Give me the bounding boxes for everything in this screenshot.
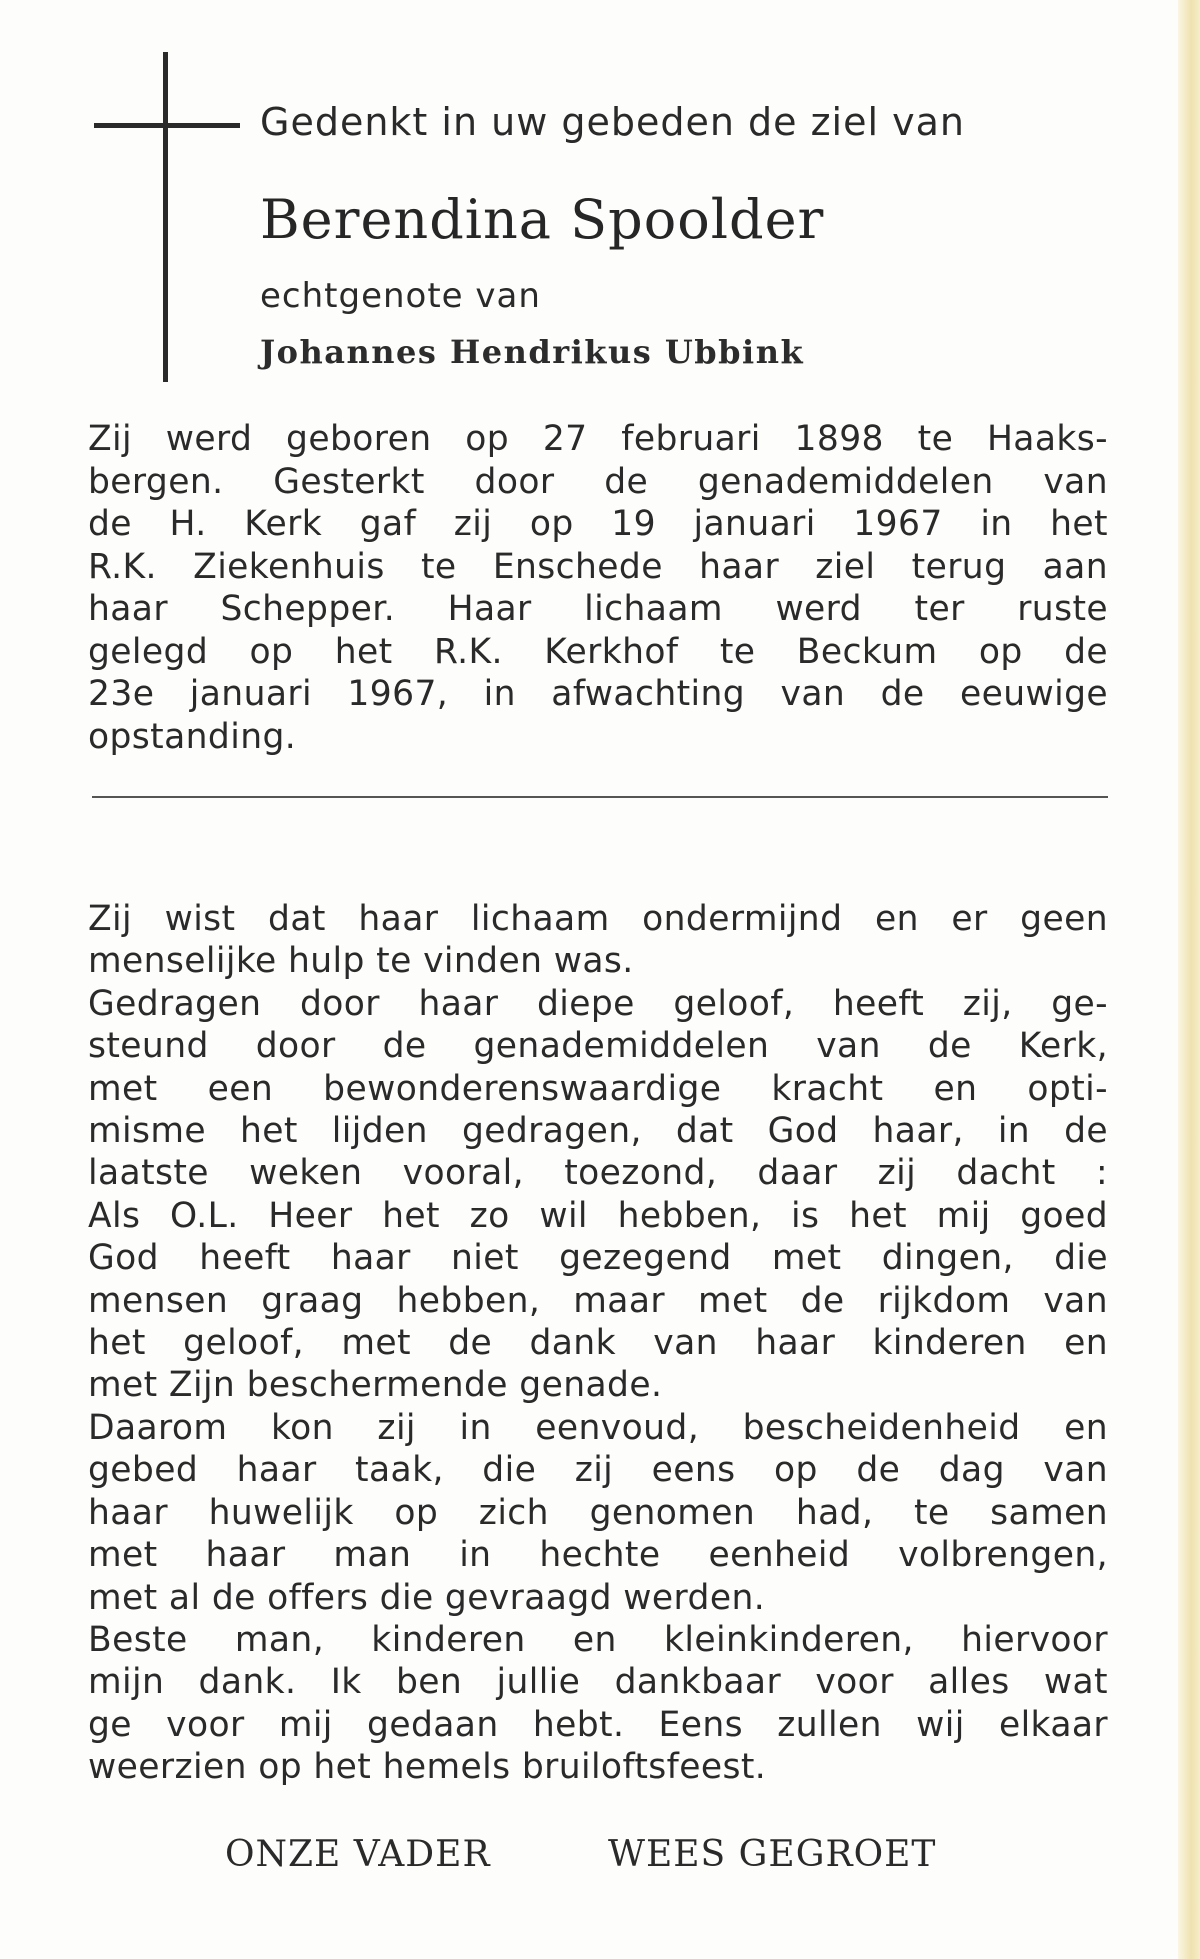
reflection-paragraph (88, 898, 1108, 1789)
deceased-name: Berendina Spoolder (260, 188, 825, 251)
text-line: opstanding. (88, 716, 297, 757)
text-line: mensen graag hebben, maar met de rijkdom van (88, 1280, 1108, 1321)
text-line: haar Schepper. Haar lichaam werd ter ruste (88, 589, 1108, 629)
prayer-hail-mary: WEES GEGROET (608, 1834, 937, 1875)
card-edge (1178, 0, 1200, 1959)
spouse-label: echtgenote van (260, 276, 541, 316)
cross-icon (163, 52, 168, 382)
text-line: met een bewonderenswaardige kracht en opti- (88, 1068, 1108, 1109)
text-line: Daarom kon zij in eenvoud, bescheidenheid en (88, 1407, 1108, 1448)
text-line: de H. Kerk gaf zij op 19 januari 1967 in het (88, 504, 1108, 544)
text-line: weerzien op het hemels bruiloftsfeest. (88, 1747, 767, 1788)
text-line: God heeft haar niet gezegend met dingen, die (88, 1238, 1108, 1279)
text-line: met al de offers die gevraagd werden. (88, 1577, 766, 1618)
text-line: haar huwelijk op zich genomen had, te samen (88, 1492, 1108, 1533)
text-line: met haar man in hechte eenheid volbrengen, (88, 1535, 1108, 1576)
text-line: laatste weken vooral, toezond, daar zij dacht : (88, 1153, 1108, 1194)
text-line: Beste man, kinderen en kleinkinderen, hiervoor (88, 1619, 1108, 1660)
prayer-our-father: ONZE VADER (225, 1834, 491, 1875)
text-line: gelegd op het R.K. Kerkhof te Beckum op de (88, 631, 1108, 672)
text-line: steund door de genademiddelen van de Kerk, (88, 1026, 1108, 1067)
divider (92, 796, 1108, 798)
text-line: Gedragen door haar diepe geloof, heeft zij, ge- (88, 983, 1108, 1024)
cross-icon-bar (94, 123, 240, 128)
text-line: misme het lijden gedragen, dat God haar, in de (88, 1111, 1108, 1152)
commemorate-line: Gedenkt in uw gebeden de ziel van (260, 100, 965, 144)
text-line: R.K. Ziekenhuis te Enschede haar ziel terug aan (88, 546, 1108, 587)
spouse-name: Johannes Hendrikus Ubbink (260, 333, 805, 371)
text-line: ge voor mij gedaan hebt. Eens zullen wij elkaar (88, 1704, 1108, 1745)
text-line: Als O.L. Heer het zo wil hebben, is het mij goed (88, 1195, 1108, 1236)
text-line: 23e januari 1967, in afwachting van de eeuwige (88, 674, 1108, 714)
text-line: mijn dank. Ik ben jullie dankbaar voor alles wat (88, 1662, 1108, 1703)
text-line: Zij werd geboren op 27 februari 1898 te Haaks- (88, 419, 1108, 459)
text-line: Zij wist dat haar lichaam ondermijnd en er geen (88, 899, 1108, 939)
text-line: gebed haar taak, die zij eens op de dag van (88, 1450, 1108, 1491)
text-line: bergen. Gesterkt door de genademiddelen van (88, 461, 1108, 502)
biography-paragraph (88, 418, 1108, 758)
text-line: het geloof, met de dank van haar kinderen en (88, 1323, 1108, 1364)
text-line: met Zijn beschermende genade. (88, 1365, 663, 1406)
text-line: menselijke hulp te vinden was. (88, 941, 634, 982)
